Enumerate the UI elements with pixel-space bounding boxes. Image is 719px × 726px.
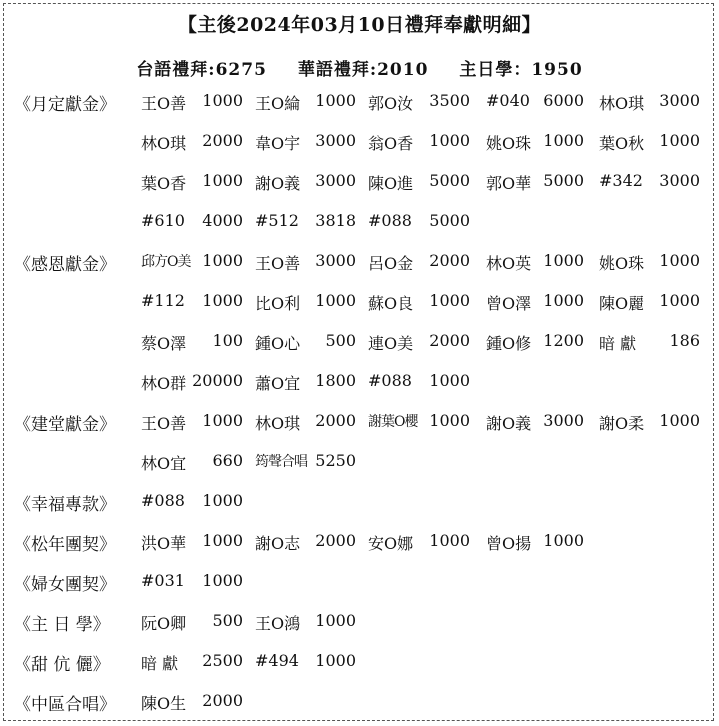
donor-name: 王O鴻 <box>255 614 301 633</box>
donor-name: 暗 獻 <box>141 654 179 673</box>
donor-name: 呂O金 <box>368 254 414 273</box>
donor-name: 陳O生 <box>141 694 187 713</box>
donation-amount: 1000 <box>315 651 356 670</box>
donation-amount: 3500 <box>429 91 470 110</box>
donation-amount: 3000 <box>315 251 356 270</box>
donation-amount: 1000 <box>429 131 470 150</box>
donor-name: 郭O華 <box>486 174 532 193</box>
donor-name: 姚O珠 <box>599 254 645 273</box>
donor-name: 洪O華 <box>141 534 187 553</box>
donation-amount: 1000 <box>202 571 243 590</box>
donor-name: 連O美 <box>368 334 414 353</box>
donor-name: 陳O進 <box>368 174 414 193</box>
donation-amount: 1000 <box>659 131 700 150</box>
donor-name: 邱方O美 <box>141 254 191 270</box>
donation-amount: 1000 <box>202 411 243 430</box>
donor-name: 葉O秋 <box>599 134 645 153</box>
donor-name: #494 <box>255 651 299 670</box>
donation-amount: 3818 <box>315 211 356 230</box>
donation-amount: 1000 <box>543 291 584 310</box>
donor-name: 比O利 <box>255 294 301 313</box>
donor-name: 蔡O澤 <box>141 334 187 353</box>
donation-amount: 1000 <box>202 531 243 550</box>
donation-amount: 1200 <box>543 331 584 350</box>
attendance-stats <box>0 55 719 80</box>
donor-name: 鍾O修 <box>486 334 532 353</box>
donor-name: #088 <box>368 371 412 390</box>
donation-amount: 1000 <box>315 91 356 110</box>
donor-name: 曾O揚 <box>486 534 532 553</box>
donation-amount: 1000 <box>315 611 356 630</box>
donation-amount: 6000 <box>543 91 584 110</box>
donation-amount: 100 <box>212 331 243 350</box>
donor-name: #610 <box>141 211 185 230</box>
donation-amount: 1000 <box>659 251 700 270</box>
donation-amount: 186 <box>669 331 700 350</box>
donation-amount: 2500 <box>202 651 243 670</box>
donor-name: #112 <box>141 291 185 310</box>
donation-amount: 1000 <box>202 251 243 270</box>
section-label: 《建堂獻金》 <box>14 415 116 435</box>
donor-name: #031 <box>141 571 185 590</box>
section-label: 《中區合唱》 <box>14 695 116 715</box>
donor-name: 暗 獻 <box>599 334 637 353</box>
donation-amount: 3000 <box>543 411 584 430</box>
donor-name: 林O琪 <box>255 414 301 433</box>
donor-name: 謝O義 <box>255 174 301 193</box>
donation-amount: 2000 <box>315 531 356 550</box>
donor-name: 王O善 <box>141 414 187 433</box>
donor-name: 蕭O宜 <box>255 374 301 393</box>
donation-amount: 2000 <box>429 251 470 270</box>
donation-amount: 1000 <box>202 91 243 110</box>
donation-amount: 4000 <box>202 211 243 230</box>
donation-amount: 1000 <box>202 291 243 310</box>
donor-name: 韋O宇 <box>255 134 301 153</box>
mandarin-service-count: 華語禮拜:2010 <box>297 60 429 80</box>
donor-name: 謝O志 <box>255 534 301 553</box>
donation-amount: 1000 <box>543 131 584 150</box>
section-label: 《幸福專款》 <box>14 495 116 515</box>
donation-amount: 500 <box>325 331 356 350</box>
donor-name: 陳O麗 <box>599 294 645 313</box>
donor-name: 葉O香 <box>141 174 187 193</box>
section-label: 《甜 伉 儷》 <box>14 655 110 675</box>
section-label: 《感恩獻金》 <box>14 255 116 275</box>
donor-name: 王O善 <box>255 254 301 273</box>
donation-amount: 1000 <box>543 531 584 550</box>
donation-amount: 500 <box>212 611 243 630</box>
sunday-school-count: 主日學：1950 <box>459 60 583 80</box>
donation-amount: 660 <box>212 451 243 470</box>
donation-amount: 2000 <box>202 131 243 150</box>
donation-amount: 2000 <box>429 331 470 350</box>
donation-amount: 3000 <box>659 171 700 190</box>
donation-amount: 2000 <box>202 691 243 710</box>
donation-amount: 1000 <box>659 291 700 310</box>
taiwanese-service-count: 台語禮拜:6275 <box>136 60 267 80</box>
section-label: 《松年團契》 <box>14 535 116 555</box>
donation-amount: 5250 <box>315 451 356 470</box>
section-label: 《月定獻金》 <box>14 95 116 115</box>
donation-amount: 1000 <box>202 171 243 190</box>
donation-amount: 1800 <box>315 371 356 390</box>
donor-name: 謝O柔 <box>599 414 645 433</box>
donor-name: 林O琪 <box>599 94 645 113</box>
donor-name: 謝O義 <box>486 414 532 433</box>
donor-name: 阮O卿 <box>141 614 187 633</box>
donation-amount: 1000 <box>429 411 470 430</box>
donation-amount: 3000 <box>315 131 356 150</box>
donor-name: #512 <box>255 211 299 230</box>
donation-amount: 1000 <box>429 531 470 550</box>
donation-amount: 3000 <box>659 91 700 110</box>
page-title: 【主後2024年03月10日禮拜奉獻明細】 <box>177 14 542 36</box>
donation-amount: 20000 <box>192 371 243 390</box>
donor-name: 林O宜 <box>141 454 187 473</box>
donor-name: 姚O珠 <box>486 134 532 153</box>
donation-amount: 2000 <box>315 411 356 430</box>
donor-name: 林O琪 <box>141 134 187 153</box>
donation-amount: 1000 <box>202 491 243 510</box>
donor-name: #342 <box>599 171 643 190</box>
donor-name: 林O群 <box>141 374 187 393</box>
donor-name: 王O綸 <box>255 94 301 113</box>
donor-name: 林O英 <box>486 254 532 273</box>
donation-amount: 1000 <box>543 251 584 270</box>
donor-name: #088 <box>368 211 412 230</box>
donor-name: 安O娜 <box>368 534 414 553</box>
section-label: 《婦女團契》 <box>14 575 116 595</box>
donation-amount: 1000 <box>429 371 470 390</box>
donor-name: #088 <box>141 491 185 510</box>
donor-name: 蘇O良 <box>368 294 414 313</box>
donation-amount: 1000 <box>659 411 700 430</box>
donation-amount: 1000 <box>429 291 470 310</box>
donation-amount: 5000 <box>429 211 470 230</box>
donor-name: 王O善 <box>141 94 187 113</box>
donation-amount: 5000 <box>429 171 470 190</box>
donor-name: 筠聲合唱 <box>255 454 307 470</box>
donation-amount: 1000 <box>315 291 356 310</box>
donor-name: 翁O香 <box>368 134 414 153</box>
donor-name: 曾O澤 <box>486 294 532 313</box>
donor-name: 鍾O心 <box>255 334 301 353</box>
donor-name: #040 <box>486 91 530 110</box>
section-label: 《主 日 學》 <box>14 615 110 635</box>
donor-name: 郭O汝 <box>368 94 414 113</box>
donor-name: 謝葉O櫻 <box>368 414 418 430</box>
donation-amount: 5000 <box>543 171 584 190</box>
donation-amount: 3000 <box>315 171 356 190</box>
